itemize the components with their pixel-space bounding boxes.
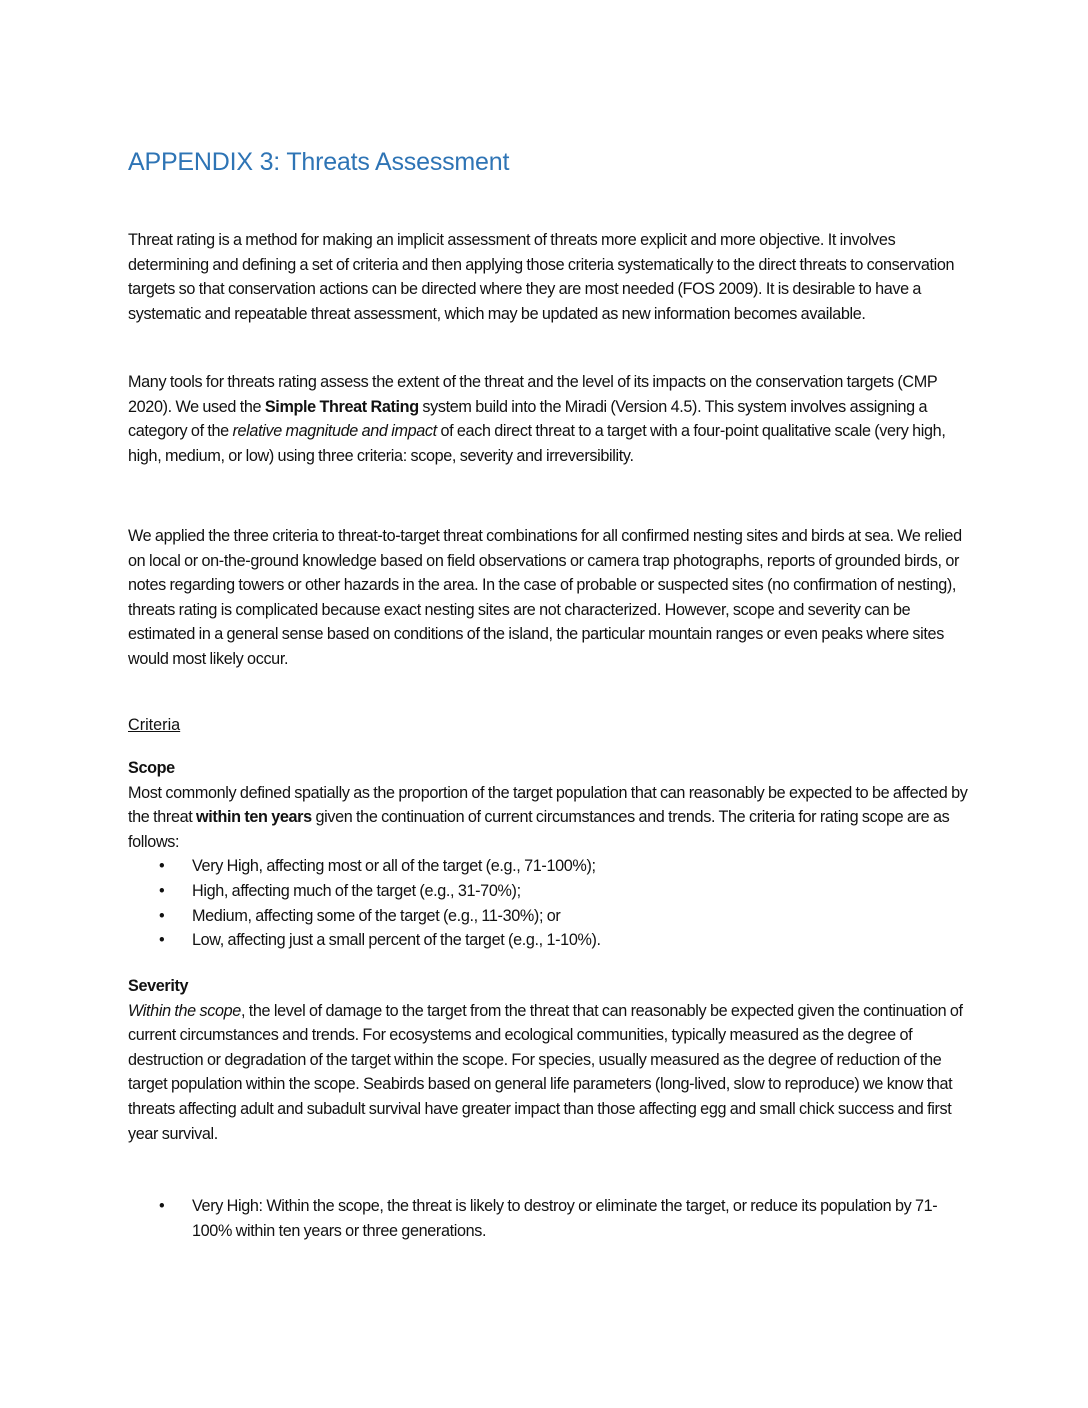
bullet-icon: • <box>159 881 165 900</box>
scope-medium: Medium, affecting some of the target (e.g., 11-30%); or <box>192 906 561 925</box>
severity-text: , the level of damage to the target from the threat that can reasonably be expected given the continuation of current circumstances and trends. For ecosystems and ecological communities, typically measured as the degree of destruction or degradation of the target within the scope. For species, usually measured as the degree of reduction of the target population within the scope. Seabirds based on general life parameters (long-lived, slow to reproduce) we know that threats affecting adult and subadult survival have greater impact than those affecting egg and small chick success and first year survival. <box>128 1001 963 1143</box>
severity-criteria-list <box>128 1194 970 1243</box>
list-item <box>128 904 970 929</box>
appendix-heading: APPENDIX 3: Threats Assessment <box>128 148 510 176</box>
tools-text-1: Many tools for threats rating assess the extent of the threat and the level of its impacts on the conservation targets (CMP 2020). We used the <box>128 373 938 416</box>
bullet-icon: • <box>159 857 165 876</box>
list-item <box>128 879 970 904</box>
criteria-label: Criteria <box>128 716 181 734</box>
scope-title: Scope <box>128 759 175 777</box>
severity-very-high: Very High: Within the scope, the threat is likely to destroy or eliminate the target, or reduce its population by 71-100% within ten years or three generations. <box>192 1197 938 1240</box>
list-item <box>128 854 970 879</box>
scope-section <box>128 756 970 953</box>
scope-high: High, affecting much of the target (e.g., 31-70%); <box>192 881 521 900</box>
bullet-icon: • <box>159 906 165 925</box>
within-scope-italic: Within the scope <box>128 1001 241 1020</box>
application-paragraph: We applied the three criteria to threat-to-target threat combinations for all confirmed nesting sites and birds at sea. We relied on local or on-the-ground knowledge based on field observations or camera trap photographs, reports of grounded birds, or notes regarding towers or other hazards in the area. In the case of probable or suspected sites (no confirmation of nesting), threats rating is complicated because exact nesting sites are not characterized. However, scope and severity can be estimated in a general sense based on conditions of the island, the particular mountain ranges or even peaks where sites would most likely occur. <box>128 527 962 668</box>
severity-title: Severity <box>128 977 189 995</box>
scope-very-high: Very High, affecting most or all of the target (e.g., 71-100%); <box>192 857 596 876</box>
list-item <box>128 928 970 953</box>
scope-low: Low, affecting just a small percent of the target (e.g., 1-10%). <box>192 931 601 950</box>
relative-magnitude-italic: relative magnitude and impact <box>232 422 437 441</box>
tools-paragraph <box>128 370 970 468</box>
bullet-icon: • <box>159 931 165 950</box>
tools-text-2: system build into the Miradi (Version 4.5). This system involves assigning a category of the <box>128 397 928 441</box>
simple-threat-rating-bold: Simple Threat Rating <box>264 397 419 416</box>
scope-text-1: Most commonly defined spatially as the proportion of the target population that can reasonably be expected to be affected by the threat <box>128 783 968 827</box>
list-item <box>128 1194 970 1243</box>
scope-text-2: given the continuation of current circumstances and trends. The criteria for rating scope are as follows: <box>128 808 950 851</box>
intro-paragraph: Threat rating is a method for making an implicit assessment of threats more explicit and more objective. It involves determining and defining a set of criteria and then applying those criteria systematically to the direct threats to conservation targets so that conservation actions can be directed where they are most needed (FOS 2009). It is desirable to have a systematic and repeatable threat assessment, which may be updated as new information becomes available. <box>128 231 955 323</box>
tools-text-3: of each direct threat to a target with a four-point qualitative scale (very high, high, medium, or low) using three criteria: scope, severity and irreversibility. <box>128 422 946 465</box>
bullet-icon: • <box>159 1197 165 1215</box>
severity-section <box>128 974 970 1146</box>
severity-criteria <box>128 1194 970 1243</box>
scope-criteria-list <box>128 854 970 952</box>
within-ten-years-bold: within ten years <box>196 808 312 827</box>
